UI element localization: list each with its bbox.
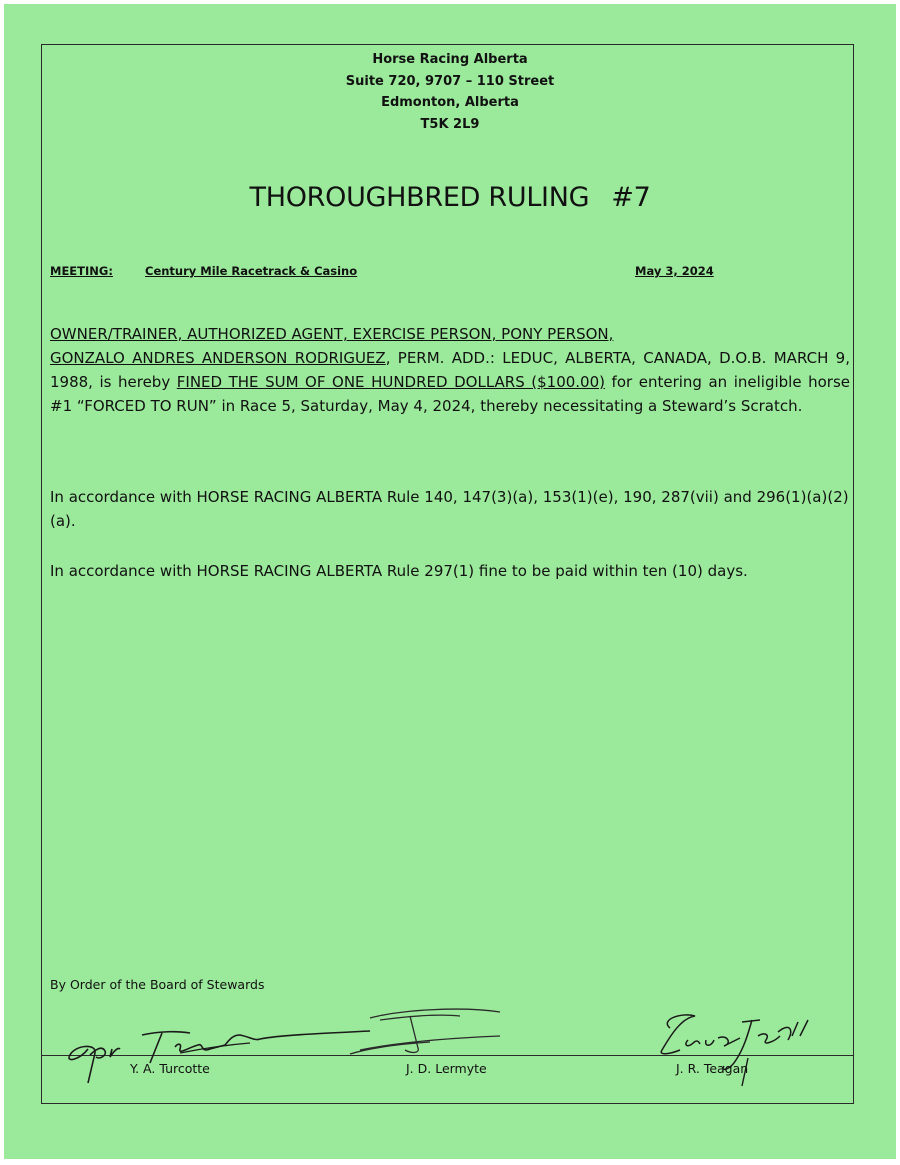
meeting-label: MEETING: [50, 264, 113, 278]
order-statement: By Order of the Board of Stewards [50, 977, 265, 992]
org-name: Horse Racing Alberta [372, 52, 528, 67]
steward-name-turcotte: Y. A. Turcotte [130, 1061, 210, 1076]
licensee-details: , PERM. ADD.: LEDUC, ALBERTA, CANADA, D.O.B. MARCH 9, 1988, is hereby [50, 349, 850, 391]
meeting-date: May 3, 2024 [635, 264, 714, 278]
ruling-title-text: THOROUGHBRED RULING [249, 182, 590, 213]
meeting-venue: Century Mile Racetrack & Casino [145, 264, 358, 278]
payment-paragraph: In accordance with HORSE RACING ALBERTA Rule 297(1) fine to be paid within ten (10) days. [50, 562, 748, 580]
org-postal-code: T5K 2L9 [420, 116, 480, 132]
ruling-roles: OWNER/TRAINER, AUTHORIZED AGENT, EXERCISE PERSON, PONY PERSON, [50, 325, 614, 343]
ruling-title [0, 182, 900, 213]
ruling-paragraph [50, 322, 850, 418]
org-street: Suite 720, 9707 – 110 Street [345, 73, 555, 89]
letterhead-address [0, 49, 900, 135]
ruling-number: #7 [611, 182, 651, 213]
ruling-reason: for entering an ineligible horse #1 “FORCED TO RUN” in Race 5, Saturday, May 4, 2024, thereby necessitating a Steward’s Scratch. [50, 373, 851, 415]
fine-amount: FINED THE SUM OF ONE HUNDRED DOLLARS ($100.00) [176, 373, 606, 391]
signature-teagan [640, 1000, 820, 1090]
org-city: Edmonton, Alberta [381, 95, 519, 110]
licensee-name: GONZALO ANDRES ANDERSON RODRIGUEZ [50, 349, 386, 367]
steward-name-lermyte: J. D. Lermyte [406, 1061, 487, 1076]
steward-name-teagan: J. R. Teagan [676, 1061, 749, 1076]
rules-paragraph: In accordance with HORSE RACING ALBERTA Rule 140, 147(3)(a), 153(1)(e), 190, 287(vii) and 296(1)(a)(2)(a). [50, 488, 849, 530]
signature-lermyte [340, 998, 520, 1068]
